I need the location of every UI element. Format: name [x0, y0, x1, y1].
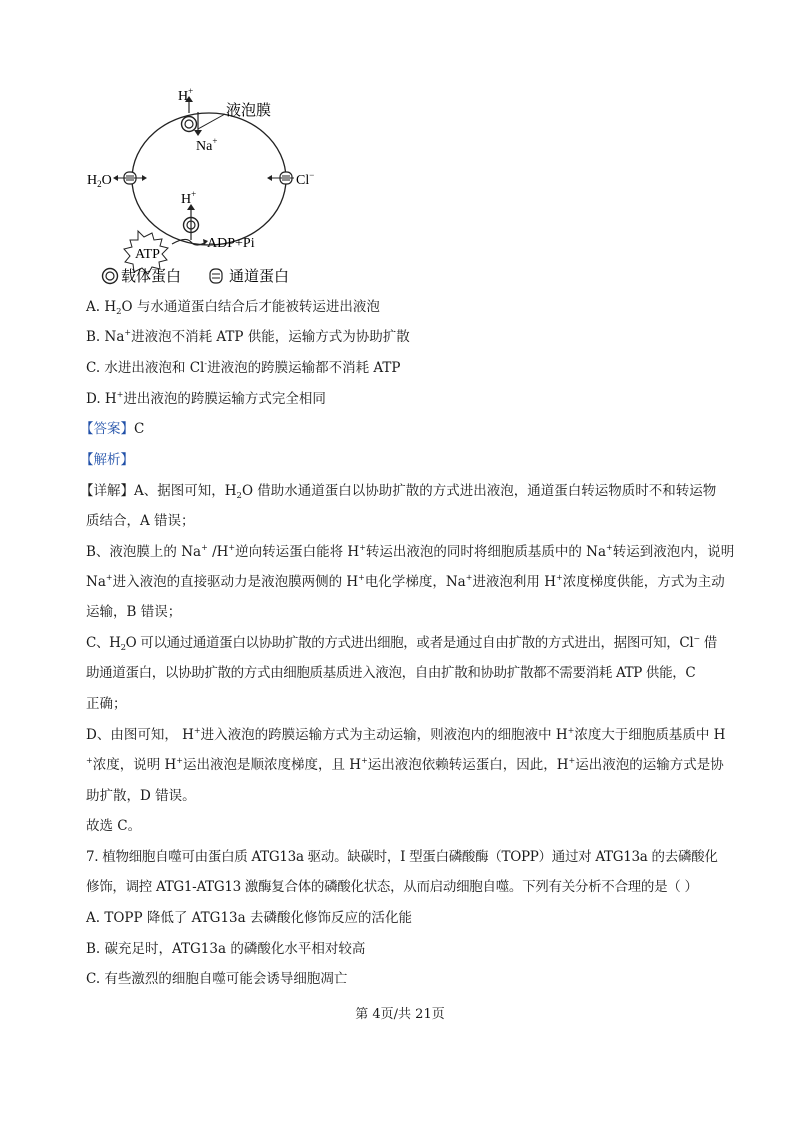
analysis-b-line-2: Na+进入液泡的直接驱动力是液泡膜两侧的 H+电化学梯度，Na+进液泡利用 H+浓度梯度供能，方式为主动	[86, 573, 725, 590]
h-bottom-label: H+	[181, 189, 197, 207]
option-d: D. H+进出液泡的跨膜运输方式完全相同	[86, 390, 326, 407]
question-7-stem-line-1: 7. 植物细胞自噬可由蛋白质 ATG13a 驱动。缺碳时，I 型蛋白磷酸酶（TOPP）通过对 ATG13a 的去磷酸化	[86, 849, 718, 865]
cl-label: Cl−	[296, 170, 315, 188]
analysis-c-line-3: 正确；	[86, 696, 127, 712]
adp-pi-label: ADP+Pi	[207, 236, 255, 251]
h-top-label: H+	[178, 86, 194, 104]
na-in-arrowhead	[194, 130, 202, 136]
answer-line: 【答案】C	[80, 421, 145, 437]
question-7-option-c: C. 有些激烈的细胞自噬可能会诱导细胞凋亡	[86, 971, 348, 987]
page-footer: 第 4页/共 21页	[355, 1007, 445, 1022]
legend-carrier-label: 载体蛋白	[121, 268, 182, 285]
top-carrier-protein-icon	[182, 117, 197, 132]
answer-label: 【答案】	[80, 421, 134, 437]
cl-arrowhead	[267, 175, 272, 181]
vacuole-membrane-ellipse	[132, 113, 286, 245]
option-b: B. Na+进液泡不消耗 ATP 供能，运输方式为协助扩散	[86, 328, 410, 345]
h2o-label: $H_2O$	[87, 173, 112, 189]
legend-channel-icon	[210, 269, 222, 283]
analysis-d-line-2: +浓度，说明 H+运出液泡是顺浓度梯度，且 H+运出液泡依赖转运蛋白，因此，H+运出液泡的运输方式是协	[86, 756, 724, 773]
conclusion: 故选 C。	[86, 818, 142, 834]
question-7-option-a: A. TOPP 降低了 ATG13a 去磷酸化修饰反应的活化能	[86, 910, 412, 926]
analysis-c-line-1: C、$H_2O$ 可以通过通道蛋白以协助扩散的方式进出细胞，或者是通过自由扩散的方式进出，据图可知，Cl− 借	[86, 634, 717, 653]
option-a: A. $H_2O$ 与水通道蛋白结合后才能被转运进出液泡	[86, 299, 380, 317]
analysis-a-line-1: 【详解】A、据图可知，$H_2O$ 借助水通道蛋白以协助扩散的方式进出液泡，通道蛋白转运物质时不和转运物	[80, 483, 717, 501]
analysis-a-line-2: 质结合，A 错误；	[86, 513, 195, 529]
analysis-c-line-2: 助通道蛋白，以协助扩散的方式由细胞质基质进入液泡，自由扩散和协助扩散都不需要消耗 ATP 供能，C	[86, 665, 696, 681]
atp-hydrolysis-curve	[172, 239, 206, 245]
h2o-arrowhead-right	[142, 175, 147, 181]
legend-carrier-icon	[103, 269, 118, 284]
na-label: Na+	[196, 136, 218, 154]
membrane-label: 液泡膜	[226, 103, 272, 119]
h2o-arrowhead-left	[113, 175, 118, 181]
vacuole-membrane-diagram	[82, 84, 322, 294]
question-7-option-b: B. 碳充足时，ATG13a 的磷酸化水平相对较高	[86, 941, 366, 957]
analysis-b-line-1: B、液泡膜上的 Na+ /H+逆向转运蛋白能将 H+转运出液泡的同时将细胞质基质中的 Na+转运到液泡内，说明	[86, 543, 735, 560]
question-7-stem-line-2: 修饰，调控 ATG1-ATG13 激酶复合体的磷酸化状态，从而启动细胞自噬。下列有关分析不合理的是（ ）	[86, 879, 698, 895]
legend-channel-label: 通道蛋白	[229, 268, 290, 285]
analysis-d-line-1: D、由图可知， H+进入液泡的跨膜运输方式为主动运输，则液泡内的细胞液中 H+浓度大于细胞质基质中 H	[86, 726, 726, 743]
analysis-heading: 【解析】	[80, 452, 134, 468]
membrane-label-pointer	[198, 114, 225, 129]
analysis-b-line-3: 运输，B 错误；	[86, 604, 182, 620]
option-c: C. 水进出液泡和 Cl-进液泡的跨膜运输都不消耗 ATP	[86, 359, 401, 376]
analysis-d-line-3: 助扩散，D 错误。	[86, 788, 196, 804]
atp-label: ATP	[135, 247, 160, 262]
